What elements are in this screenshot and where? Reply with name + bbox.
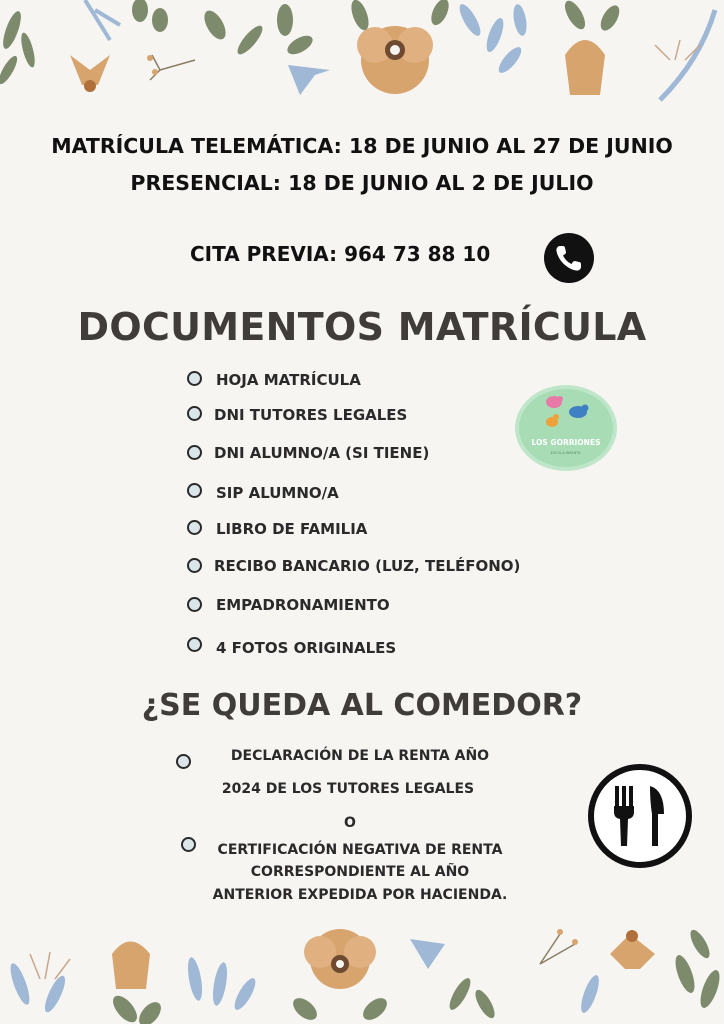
checklist-bullet: [176, 754, 191, 769]
checklist-bullet: [187, 483, 202, 498]
tax-return-requirement: DECLARACIÓN DE LA RENTA AÑO: [230, 748, 490, 764]
floral-decoration-bottom: [0, 924, 724, 1024]
negative-certification-requirement: CERTIFICACIÓN NEGATIVA DE RENTA: [217, 842, 503, 858]
fork-knife-icon: [586, 762, 694, 870]
school-logo: [514, 384, 618, 472]
in-person-enrollment-dates: PRESENCIAL: 18 DE JUNIO AL 2 DE JULIO: [130, 171, 594, 195]
logo-subtitle: ESCOLA INFANTIL: [550, 451, 582, 455]
checklist-bullet: [187, 520, 202, 535]
appointment-phone: CITA PREVIA: 964 73 88 10: [190, 242, 491, 266]
document-item: 4 FOTOS ORIGINALES: [216, 639, 397, 657]
document-item: LIBRO DE FAMILIA: [216, 520, 368, 538]
floral-decoration-top: [0, 0, 724, 110]
or-separator: O: [344, 815, 356, 831]
tax-return-requirement-cont: 2024 DE LOS TUTORES LEGALES: [221, 781, 475, 797]
checklist-bullet: [187, 445, 202, 460]
telematic-enrollment-dates: MATRÍCULA TELEMÁTICA: 18 DE JUNIO AL 27 DE JUNIO: [51, 134, 673, 158]
document-item: HOJA MATRÍCULA: [216, 371, 361, 389]
checklist-bullet: [187, 558, 202, 573]
checklist-bullet: [187, 637, 202, 652]
logo-name: LOS GORRIONES: [531, 438, 601, 447]
document-item: DNI ALUMNO/A (SI TIENE): [214, 444, 430, 462]
phone-icon: [544, 233, 594, 283]
checklist-bullet: [187, 597, 202, 612]
dining-question-title: ¿SE QUEDA AL COMEDOR?: [141, 688, 583, 723]
negative-certification-requirement-end: ANTERIOR EXPEDIDA POR HACIENDA.: [212, 887, 508, 903]
document-item: SIP ALUMNO/A: [216, 484, 339, 502]
checklist-bullet: [187, 371, 202, 386]
checklist-bullet: [181, 837, 196, 852]
negative-certification-requirement-cont: CORRESPONDIENTE AL AÑO: [250, 864, 470, 880]
document-item: EMPADRONAMIENTO: [216, 596, 390, 614]
document-item: DNI TUTORES LEGALES: [214, 406, 408, 424]
documents-title: DOCUMENTOS MATRÍCULA: [77, 305, 647, 349]
document-item: RECIBO BANCARIO (LUZ, TELÉFONO): [214, 557, 521, 575]
checklist-bullet: [187, 406, 202, 421]
